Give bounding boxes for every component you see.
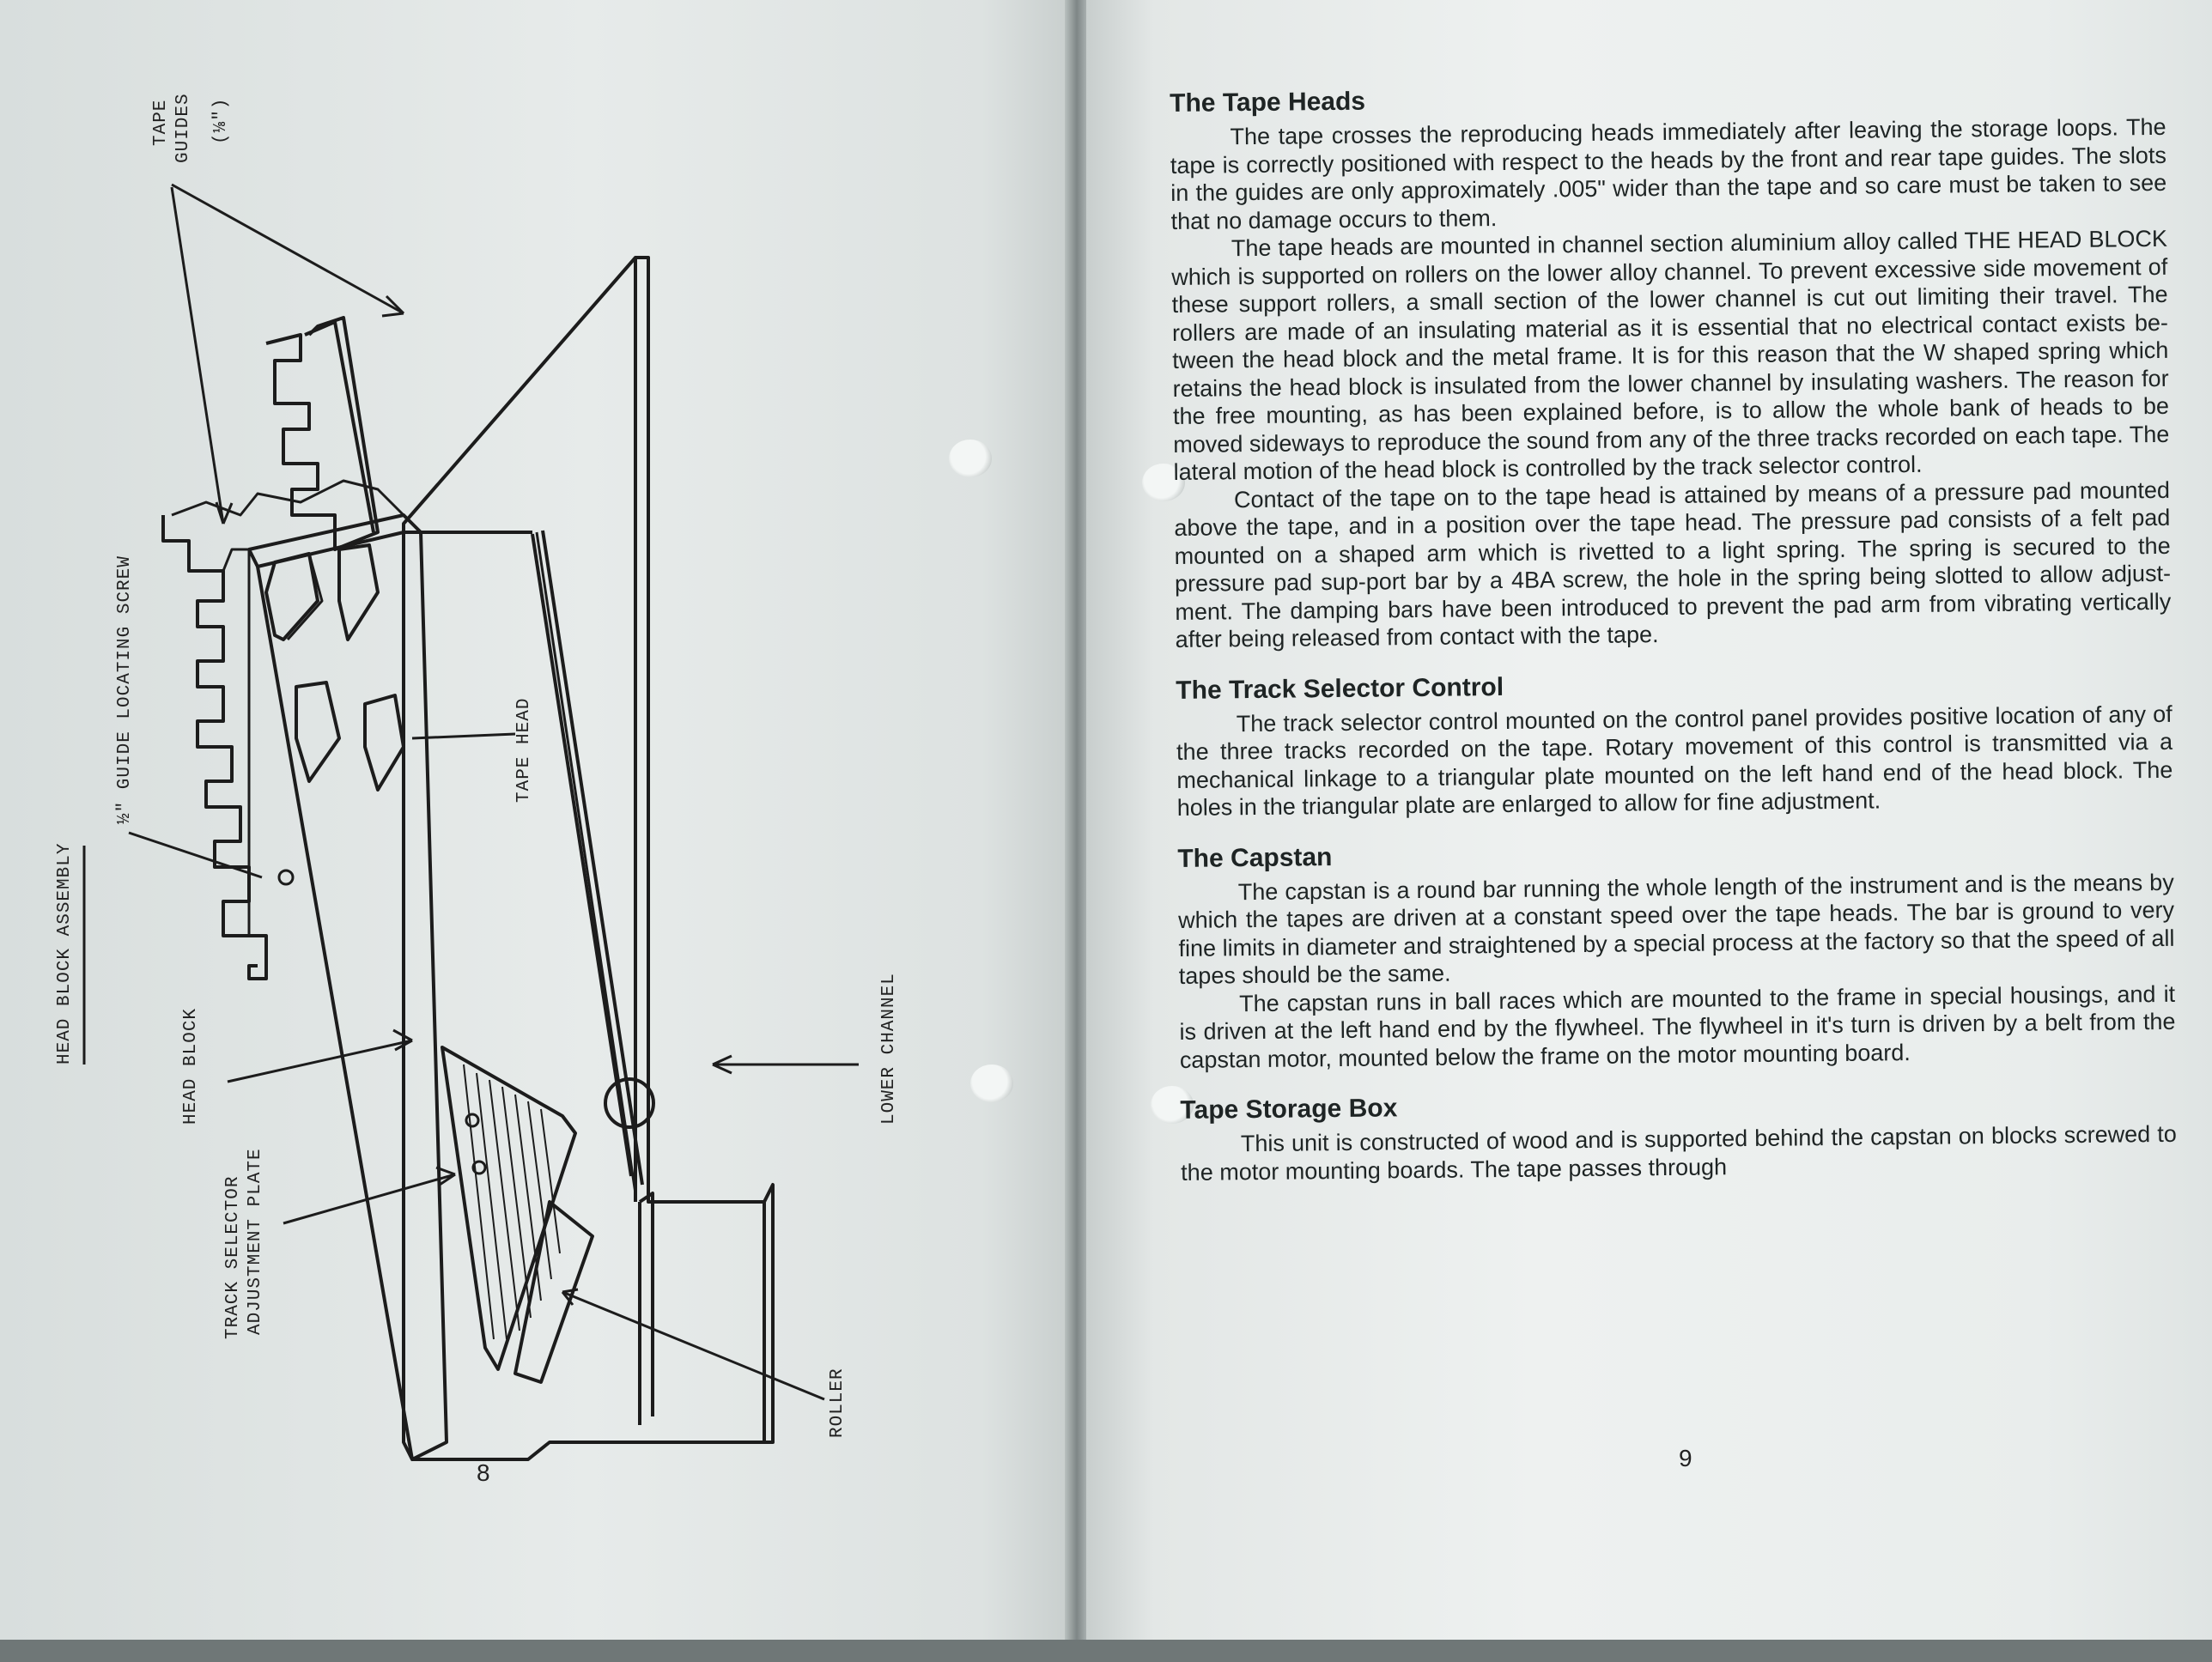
tape-guides-label-1: TAPE bbox=[151, 99, 171, 146]
lower-channel-outline bbox=[404, 258, 773, 1459]
section-heading: The Capstan bbox=[1177, 842, 1333, 873]
body-paragraph: The tape crosses the reproducing heads immediately after leaving the storage loops. The tape is correctly positioned with respect to the heads by the front and rear tape guides. The slots in the guides are only approximately .005" wider than the tape and so care must be taken to see that no damage occurs to them. bbox=[1170, 113, 2167, 234]
page-number-left: 8 bbox=[477, 1459, 490, 1486]
page-number-right: 9 bbox=[1679, 1445, 1692, 1471]
tape-head-3 bbox=[296, 682, 339, 781]
lower-channel-label: LOWER CHANNEL bbox=[879, 973, 899, 1125]
tape-head-label: TAPE HEAD bbox=[514, 697, 534, 803]
roller-label: ROLLER bbox=[828, 1368, 848, 1438]
body-paragraph: Contact of the tape on to the tape head is attained by means of a pressure pad mounted above the tape, and in a position over the tape head. The pressure pad consists of a felt pad mounted on a shaped arm which is rivetted to a light spring. The spring is secured to the pressure pad sup-port bar by a 4BA screw, the hole in the spring being slotted to allow adjust-ment. The damping bars have been introduced to prevent the pad arm from vibrating vertically after being released from contact with the tape. bbox=[1174, 476, 2172, 652]
head-block-outline bbox=[249, 515, 447, 1459]
text-column bbox=[1170, 79, 2177, 1186]
tape-head-4 bbox=[365, 695, 404, 790]
section-heading: The Track Selector Control bbox=[1176, 672, 1504, 705]
tape-guides-label-2: GUIDES bbox=[173, 93, 193, 163]
body-paragraph: The capstan runs in ball races which are mounted to the frame in special housings, and it is driven at the left hand end by the flywheel. The flywheel in it's turn is driven by a belt from the capstan motor, mounted below the frame on the motor mounting board. bbox=[1179, 980, 2176, 1073]
guide-screw-label: ½" GUIDE LOCATING SCREW bbox=[115, 555, 135, 824]
head-block-label: HEAD BLOCK bbox=[181, 1007, 201, 1125]
tape-guides-size: (⅛") bbox=[211, 97, 231, 144]
body-paragraph: This unit is constructed of wood and is supported behind the capstan on blocks screwed to the motor mounting boards. The tape passes through bbox=[1181, 1120, 2177, 1186]
rear-tape-guide-comb bbox=[266, 318, 378, 549]
track-selector-label-2: ADJUSTMENT PLATE bbox=[246, 1148, 265, 1335]
body-paragraph: The capstan is a round bar running the whole length of the instrument and is the means by which the tapes are driven at a constant speed over the tape heads. The bar is ground to very fine limits in diameter and straightened by a special process at the factory so that the speed of all tapes should be the same. bbox=[1177, 869, 2175, 989]
tape-guide-comb bbox=[163, 515, 266, 979]
body-paragraph: The tape heads are mounted in channel section aluminium alloy called THE HEAD BLOCK which is supported on rollers on the lower alloy channel. To prevent excessive side movement of these support rollers, a small section of the lower channel is cut out limiting their travel. The rollers are made of an insulating material as it is essential that no electrical contact exists be-tween the head block and the metal frame. It is for this reason that the W shaped spring which retains the head block is insulated from the lower channel by insulating washers. The reason for the free mounting, as has been explained before, is to allow the whole bank of heads to be moved sideways to reproduce the sound from any of the three tracks recorded on each tape. The lateral motion of the head block is controlled by the track selector control. bbox=[1171, 225, 2170, 485]
track-selector-label-1: TRACK SELECTOR bbox=[223, 1175, 243, 1339]
section-heading: The Tape Heads bbox=[1170, 87, 1366, 118]
diagram-title: HEAD BLOCK ASSEMBLY bbox=[55, 842, 75, 1065]
tape-head-2 bbox=[339, 545, 378, 640]
tape-head-1 bbox=[266, 554, 318, 640]
body-paragraph: The track selector control mounted on the control panel provides positive location of any of the three tracks recorded on the tape. Rotary movement of this control is transmitted via a mechanical linkage to a triangular plate mounted on the left hand end of the head block. The holes in the triangular plate are enlarged to allow for fine adjustment. bbox=[1176, 701, 2173, 821]
section-heading: Tape Storage Box bbox=[1180, 1094, 1398, 1125]
